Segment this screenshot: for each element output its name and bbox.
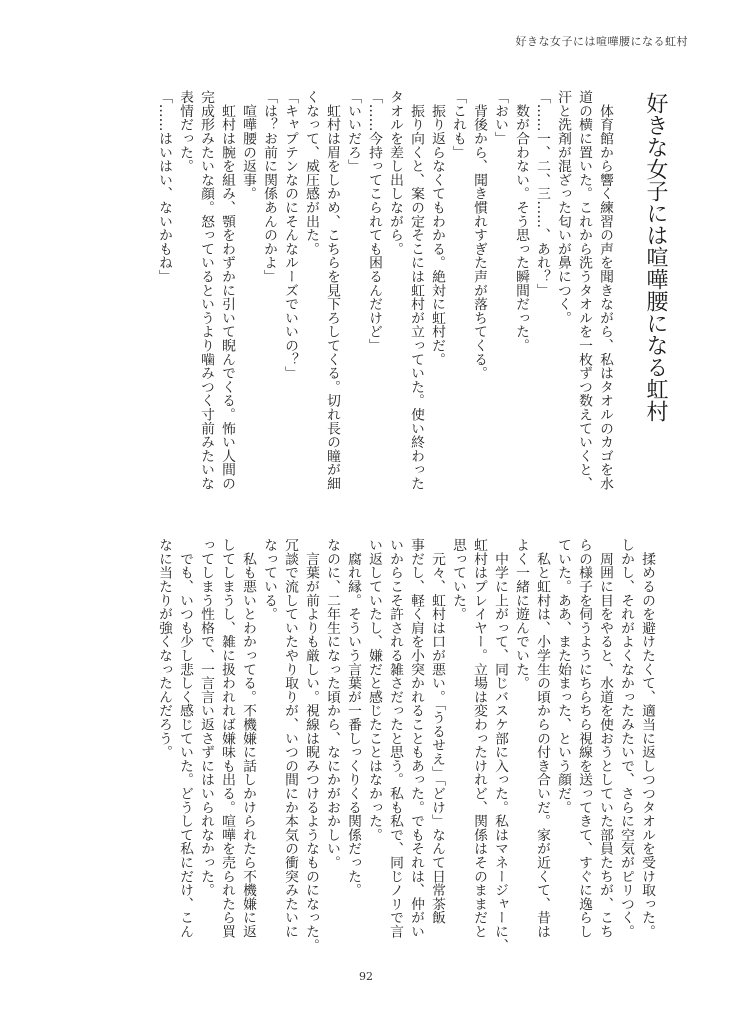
text-line: なに当たりが強くなったんだろう。 [156,538,172,759]
text-line: 中学に上がって、同じバスケ部に入った。私はマネージャーに、 [492,538,508,952]
text-line: 「キャプテンなのにそんなルーズでいいの？」 [282,90,298,380]
text-line: 完成形みたいな顔。怒っているというより噛みつく寸前みたいな [198,90,214,491]
text-line: なのに、二年生になった頃から、なにかがおかしい。 [324,538,340,870]
text-line: 振り返らなくてもわかる。絶対に虹村だ。 [429,90,445,366]
text-line: 「は？お前に関係あんのかよ」 [261,90,277,284]
text-line: 腐れ縁。そういう言葉が一番しっくりくる関係だった。 [345,538,361,897]
text-line: 私と虹村は、小学生の頃からの付き合いだ。家が近くて、昔は [534,538,550,939]
text-line: ていた。ああ、また始まった、という顔だ。 [555,538,571,814]
text-line: 数が合わない。そう思った瞬間だった。 [513,90,529,353]
text-line: 振り向くと、案の定そこには虹村が立っていた。使い終わった [408,90,424,491]
text-line: でも、いつも少し悲しく感じていた。どうして私にだけ、こん [177,538,193,939]
text-line: してしまうし、雑に扱われれば嫌味も出る。喧嘩を売られたら買 [219,538,235,939]
text-line: 揉めるのを避けたくて、適当に返しつつタオルを受け取った。 [639,538,655,939]
text-line: 体育館から響く練習の声を聞きながら、私はタオルのカゴを水 [597,90,613,491]
text-line: 道の横に置いた。これから洗うタオルを一枚ずつ数えていくと、 [576,90,592,491]
text-line: 「……一、二、三……、あれ？」 [534,90,550,297]
text-line: なっている。 [261,538,277,621]
text-line: くなって、威圧感が出た。 [303,90,319,256]
text-line: いからこそ許される雑さだったと思う。私も私で、同じノリで言 [387,538,403,939]
text-line: 「いいだろ」 [345,90,361,173]
running-head: 好きな女子には喧嘩腰になる虹村 [515,35,688,48]
text-line: 虹村はプレイヤー。立場は変わったけれど、関係はそのままだと [471,538,487,939]
text-line: 元々、虹村は口が悪い。「うるせえ」「どけ」なんて日常茶飯 [429,538,445,925]
text-block-top [153,90,615,495]
text-line: 言葉が前よりも厳しい。視線は睨みつけるようなものになった。 [303,538,319,952]
text-line: 虹村は腕を組み、顎をわずかに引いて睨んでくる。怖い人間の [219,90,235,491]
text-line: らの様子を伺うようにちらちら視線を送ってきて、すぐに逸らし [576,538,592,939]
text-line: 表情だった。 [177,90,193,173]
text-block-bottom [153,538,657,952]
text-line: 事だし、軽く肩を小突かれることもあった。でもそれは、仲がい [408,538,424,939]
text-line: 私も悪いとわかってる。不機嫌に話しかけられたら不機嫌に返 [240,538,256,939]
text-line: ってしまう性格で、一言言い返さずにはいられなかった。 [198,538,214,897]
text-line: 「……今持ってこられても困るんだけど」 [366,90,382,353]
text-line: 汗と洗剤が混ざった匂いが鼻につく。 [555,90,571,325]
text-line: 虹村は眉をしかめ、こちらを見下ろしてくる。切れ長の瞳が細 [324,90,340,491]
text-line: い返していたし、嫌だと感じたことはなかった。 [366,538,382,842]
text-line: 思っていた。 [450,538,466,621]
text-line: しかし、それがよくなかったみたいで、さらに空気がピリつく。 [618,538,634,939]
text-line: タオルを差し出しながら。 [387,90,403,256]
text-line: 背後から、聞き慣れすぎた声が落ちてくる。 [471,90,487,380]
text-line: 「これも」 [450,90,466,159]
text-line: 「……はいはい、ないかもね」 [156,90,172,284]
text-line: 喧嘩腰の返事。 [240,90,256,201]
text-line: よく一緒に遊んでいた。 [513,538,529,690]
chapter-title: 好きな女子には喧嘩腰になる虹村 [643,92,668,422]
text-line: 「おい」 [492,90,508,146]
text-line: 周囲に目をやると、水道を使おうとしていた部員たちが、こち [597,538,613,939]
text-line: 冗談で流していたやり取りが、いつの間にか本気の衝突みたいに [282,538,298,939]
page-number: 92 [359,970,373,983]
